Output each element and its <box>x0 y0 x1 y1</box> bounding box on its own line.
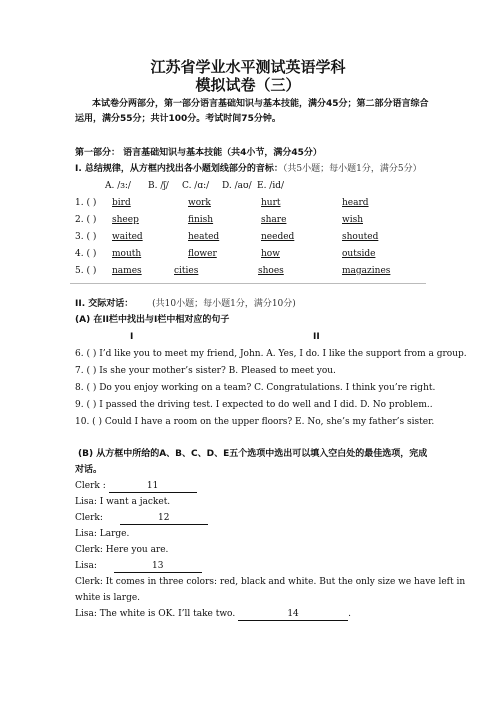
match-item-10: 10. ( ) Could I have a room on the upper floors? E. No, she’s my father’s sister. <box>75 417 435 427</box>
section-b-title-1: (B) 从方框中所给的A、B、C、D、E五个选项中选出可以填入空白处的最佳选项，完成 <box>78 449 428 459</box>
section1-title-line <box>75 164 422 175</box>
divider <box>70 283 426 284</box>
option-c: C. /ɑ:/ <box>182 181 210 191</box>
word: hurt <box>261 198 281 208</box>
part1-heading: 第一部分： 语言基础知识与基本技能（共4小节，满分45分） <box>75 148 322 158</box>
question-number: 5. ( ) <box>75 266 97 276</box>
section-b-title-2: 对话。 <box>75 465 103 475</box>
section-a-title: (A) 在II栏中找出与I栏中相对应的句子 <box>75 315 230 325</box>
word: bird <box>112 198 131 208</box>
column-i-header: I <box>130 332 134 342</box>
intro-line-1: 本试卷分两部分，第一部分语言基础知识与基本技能，满分45分；第二部分语言综合 <box>92 99 429 109</box>
word: shoes <box>258 266 284 276</box>
word: heard <box>342 198 369 208</box>
dialog-line-lisa-1: Lisa: I want a jacket. <box>75 497 171 507</box>
word: shouted <box>342 232 379 242</box>
answer-blank-14[interactable]: 14 <box>238 609 348 621</box>
question-number: 1. ( ) <box>75 198 97 208</box>
option-d: D. /aʊ/ <box>222 181 252 191</box>
word: needed <box>261 232 295 242</box>
word: work <box>188 198 211 208</box>
word: share <box>261 215 287 225</box>
word: outside <box>342 249 376 259</box>
match-item-7: 7. ( ) Is she your mother’s sister? B. Pleased to meet you. <box>75 366 336 376</box>
answer-blank-11[interactable]: 11 <box>109 481 197 493</box>
word: how <box>261 249 280 259</box>
dialog-line-lisa-3: Lisa: 13 <box>75 561 202 573</box>
section1-title: I. 总结规律，从方框内找出各小题划线部分的音标： <box>75 164 283 174</box>
dialog-line-lisa-2: Lisa: Large. <box>75 529 130 539</box>
section2-title: II. 交际对话： <box>75 299 134 309</box>
section1-note: （共5小题；每小题1分，满分5分） <box>282 164 422 174</box>
word: mouth <box>112 249 142 259</box>
word: heated <box>188 232 220 242</box>
match-item-6: 6. ( ) I’d like you to meet my friend, John. A. Yes, I do. I like the support from a group. <box>75 349 467 359</box>
dialog-line-lisa-4: Lisa: The white is OK. I’ll take two. 14 . <box>75 609 351 619</box>
word: flower <box>188 249 217 259</box>
match-item-8: 8. ( ) Do you enjoy working on a team? C. Congratulations. I think you’re right. <box>75 383 436 393</box>
word: sheep <box>112 215 139 225</box>
section2-title-line <box>75 299 296 310</box>
word: finish <box>188 215 214 225</box>
answer-blank-12[interactable]: 12 <box>120 513 208 525</box>
question-number: 2. ( ) <box>75 215 97 225</box>
dialog-line-clerk-4b: white is large. <box>75 593 141 603</box>
question-number: 3. ( ) <box>75 232 97 242</box>
word: wish <box>342 215 363 225</box>
column-ii-header: II <box>313 332 320 342</box>
section2-note: (共10小题；每小题1分，满分10分) <box>152 299 296 309</box>
question-number: 4. ( ) <box>75 249 97 259</box>
option-e: E. /id/ <box>257 181 284 191</box>
dialog-line-clerk-1: Clerk : 11 <box>75 481 197 493</box>
dialog-line-clerk-4a: Clerk: It comes in three colors: red, black and white. But the only size we have left in <box>75 577 466 587</box>
word: magazines <box>342 266 391 276</box>
answer-blank-13[interactable]: 13 <box>114 561 202 573</box>
word: names <box>112 266 142 276</box>
word: cities <box>174 266 199 276</box>
exam-subtitle: 模拟试卷（三） <box>195 76 301 94</box>
option-b: B. /ʃ/ <box>148 181 169 191</box>
dialog-line-clerk-2: Clerk: 12 <box>75 513 208 525</box>
option-a: A. /ɜ:/ <box>105 181 131 191</box>
dialog-line-clerk-3: Clerk: Here you are. <box>75 545 169 555</box>
exam-title: 江苏省学业水平测试英语学科 <box>150 58 346 76</box>
match-item-9: 9. ( ) I passed the driving test. I expected to do well and I did. D. No problem.. <box>75 400 433 410</box>
intro-line-2: 运用，满分55分；共计100分。考试时间75分钟。 <box>75 114 281 124</box>
word: waited <box>112 232 143 242</box>
